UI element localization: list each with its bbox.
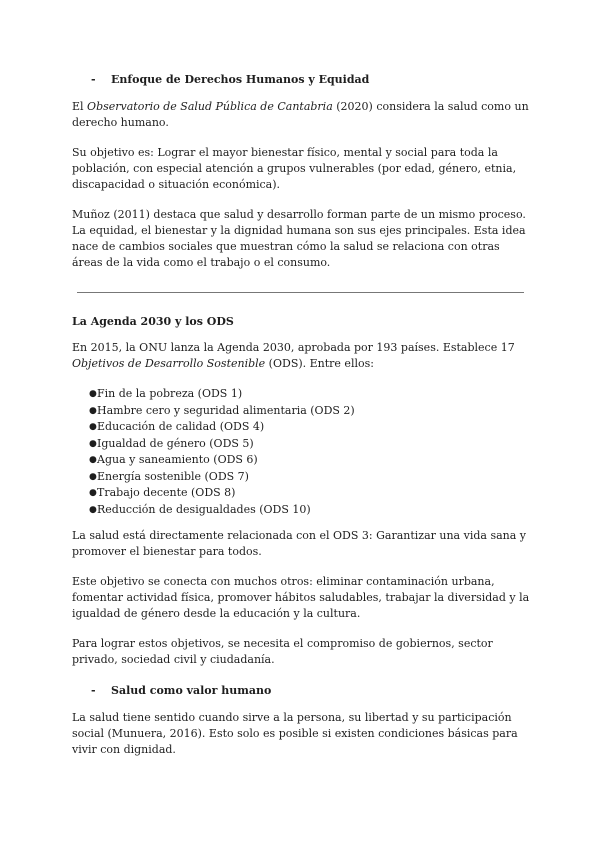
section-heading-value — [72, 683, 532, 699]
dash-marker: - — [91, 684, 96, 697]
horizontal-divider — [77, 292, 524, 293]
dash-marker: - — [91, 73, 96, 86]
list-item: ● Energía sostenible (ODS 7) — [72, 469, 532, 486]
ods-list — [72, 386, 532, 518]
section-heading-rights — [72, 72, 532, 88]
bullet-icon — [72, 403, 97, 420]
list-item: ● Agua y saneamiento (ODS 6) — [72, 452, 532, 469]
bullet-icon — [72, 452, 97, 469]
list-item: ● Fin de la pobreza (ODS 1) — [72, 386, 532, 403]
list-item: ● Trabajo decente (ODS 8) — [72, 485, 532, 502]
bullet-icon — [72, 436, 97, 453]
list-item: ● Reducción de desigualdades (ODS 10) — [72, 502, 532, 519]
bullet-icon — [72, 419, 97, 436]
bullet-icon — [72, 485, 97, 502]
heading-text: Salud como valor humano — [111, 684, 272, 697]
emphasis-ods: Objetivos de Desarrollo Sostenible — [72, 357, 266, 370]
paragraph-munoz: Muñoz (2011) destaca que salud y desarrollo forman parte de un mismo proceso. La equidad, el bienestar y la dignidad humana son sus ejes principales. Esta idea nace de cambios sociales que muestran cómo la salud se relaciona con otras áreas de la vida como el trabajo o el consumo. — [72, 208, 526, 269]
paragraph-ods3: La salud está directamente relacionada con el ODS 3: Garantizar una vida sana y promover el bienestar para todos. — [72, 529, 526, 558]
paragraph-observatorio: El Observatorio de Salud Pública de Cantabria (2020) considera la salud como un derecho humano. — [72, 100, 529, 129]
paragraph-connections: Este objetivo se conecta con muchos otros: eliminar contaminación urbana, fomentar actividad física, promover hábitos saludables, trabajar la diversidad y la igualdad de género desde la educación y la cultura. — [72, 575, 530, 620]
list-item: ● Educación de calidad (ODS 4) — [72, 419, 532, 436]
paragraph-objective: Su objetivo es: Lograr el mayor bienestar físico, mental y social para toda la población, con especial atención a grupos vulnerables (por edad, género, etnia, discapacidad o situación económica). — [72, 146, 517, 191]
paragraph-commitment: Para lograr estos objetivos, se necesita el compromiso de gobiernos, sector privado, sociedad civil y ciudadanía. — [72, 637, 493, 666]
bullet-icon — [72, 502, 97, 519]
bullet-icon — [72, 469, 97, 486]
paragraph-agenda-intro: En 2015, la ONU lanza la Agenda 2030, aprobada por 193 países. Establece 17 Objetivos de Desarrollo Sostenible (ODS). Entre ellos: — [72, 341, 515, 370]
bullet-icon — [72, 386, 97, 403]
list-item: ● Igualdad de género (ODS 5) — [72, 436, 532, 453]
section-heading-agenda: La Agenda 2030 y los ODS — [72, 315, 234, 328]
heading-text: Enfoque de Derechos Humanos y Equidad — [111, 73, 370, 86]
emphasis-observatorio: Observatorio de Salud Pública de Cantabria — [87, 100, 333, 113]
list-item: ● Hambre cero y seguridad alimentaria (ODS 2) — [72, 403, 532, 420]
paragraph-value: La salud tiene sentido cuando sirve a la persona, su libertad y su participación social (Munuera, 2016). Esto solo es posible si existen condiciones básicas para vivir con dignidad. — [72, 711, 518, 756]
